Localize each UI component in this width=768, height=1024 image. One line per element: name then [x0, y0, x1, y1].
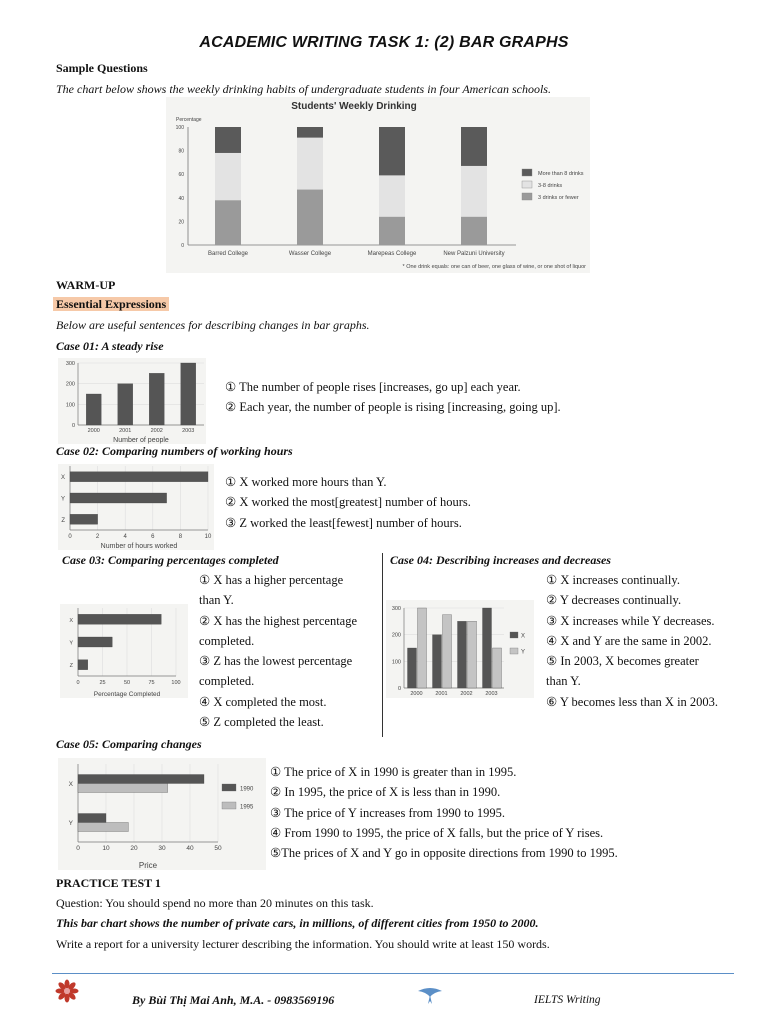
case03-line-2: than Y.	[199, 593, 234, 608]
bar	[458, 621, 467, 688]
bar	[468, 621, 477, 688]
column-divider	[382, 553, 383, 737]
case03-line-4: completed.	[199, 633, 255, 648]
x-tick-label: Barred College	[207, 251, 249, 257]
case04-chart	[386, 600, 534, 698]
case02-title: Case 02: Comparing numbers of working hours	[56, 444, 293, 458]
case03-line-3: ② X has the highest percentage	[199, 613, 358, 628]
y-tick-label: 200	[391, 632, 401, 639]
footer-right: IELTS Writing	[534, 994, 601, 1006]
bar	[78, 784, 168, 793]
bar	[433, 635, 442, 688]
y-tick-label: 300	[65, 361, 75, 367]
y-tick-label: Y	[68, 820, 73, 827]
case03-line-6: completed.	[199, 674, 255, 689]
x-tick-label: Wasser College	[288, 251, 332, 257]
essential-expressions-label: Essential Expressions	[53, 297, 169, 311]
case01-sentences	[225, 377, 561, 418]
case01-line-2: ② Each year, the number of people is rising [increasing, going up].	[225, 400, 561, 415]
case04-line-1: ① X increases continually.	[546, 573, 680, 587]
x-axis-label: Number of hours worked	[100, 543, 178, 550]
bar	[70, 493, 167, 503]
x-tick-label: 0	[68, 534, 72, 540]
chart-footnote: * One drink equals: one can of beer, one glass of wine, or one shot of liquor	[402, 264, 586, 270]
y-tick-label: 200	[65, 381, 75, 388]
bar-segment	[379, 217, 405, 245]
bar	[78, 775, 204, 784]
legend-swatch	[510, 648, 518, 654]
case05-line-3: ③ The price of Y increases from 1990 to 1995.	[270, 805, 505, 820]
y-tick-label: 40	[178, 195, 184, 202]
case01-chart	[58, 358, 206, 444]
y-tick-label: X	[69, 617, 73, 624]
x-tick-label: 30	[158, 845, 166, 852]
x-axis-label: Percentage Completed	[93, 691, 161, 698]
bar-segment	[297, 138, 323, 190]
x-tick-label: 2000	[87, 428, 100, 434]
bar	[78, 637, 112, 647]
bar	[181, 363, 196, 425]
y-tick-label: X	[60, 475, 65, 482]
case04-sentences	[546, 570, 718, 712]
case02-line-3: ③ Z worked the least[fewest] number of hours.	[225, 515, 462, 530]
bar	[70, 472, 208, 482]
y-tick-label: 100	[391, 659, 401, 666]
bar-segment	[297, 190, 323, 245]
bar	[86, 394, 101, 425]
chart-title: Students' Weekly Drinking	[291, 101, 417, 112]
flower-icon	[52, 976, 82, 1006]
x-tick-label: 6	[151, 534, 155, 540]
bar	[418, 608, 427, 688]
x-tick-label: 2002	[150, 428, 163, 434]
case03-title: Case 03: Comparing percentages completed	[62, 553, 279, 567]
bar	[149, 373, 164, 425]
x-tick-label: 8	[178, 534, 183, 540]
footer-author: By Bùi Thị Mai Anh, M.A. - 0983569196	[132, 993, 335, 1007]
case02-sentences	[225, 472, 471, 533]
case04-line-6: than Y.	[546, 674, 581, 689]
warmup-heading: WARM-UP	[56, 278, 116, 292]
bar-segment	[461, 127, 487, 166]
x-tick-label: 10	[204, 534, 212, 540]
y-tick-label: 0	[71, 423, 75, 429]
x-tick-label: 0	[76, 845, 80, 852]
legend-swatch	[522, 169, 532, 176]
legend-label: 1990	[240, 786, 254, 793]
case03-line-7: ④ X completed the most.	[199, 694, 327, 709]
case03-sentences	[199, 570, 357, 732]
x-tick-label: 2003	[485, 691, 498, 697]
y-tick-label: 80	[178, 148, 184, 155]
case05-line-2: ② In 1995, the price of X is less than in 1990.	[270, 785, 501, 800]
bar	[118, 384, 133, 425]
y-tick-label: Y	[69, 640, 73, 647]
legend-swatch	[522, 193, 532, 200]
y-tick-label: 60	[178, 172, 184, 179]
bird-tail	[428, 995, 432, 1004]
sample-questions-text: The chart below shows the weekly drinking habits of undergraduate students in four American schools.	[56, 82, 551, 96]
essential-description: Below are useful sentences for describing changes in bar graphs.	[56, 318, 370, 332]
case04-line-2: ② Y decreases continually.	[546, 593, 682, 608]
case04-line-7: ⑥ Y becomes less than X in 2003.	[546, 694, 719, 709]
bar	[443, 615, 452, 688]
bar	[483, 608, 492, 688]
bar	[493, 648, 502, 688]
case04-line-5: ⑤ In 2003, X becomes greater	[546, 654, 699, 669]
bar-segment	[461, 166, 487, 217]
y-tick-label: 0	[181, 243, 184, 249]
essential-expressions-heading	[53, 297, 169, 312]
bar-segment	[215, 127, 241, 153]
x-tick-label: 75	[148, 680, 155, 686]
case03-chart	[60, 604, 188, 698]
x-tick-label: 2	[95, 534, 100, 540]
case01-line-1: ① The number of people rises [increases, go up] each year.	[225, 380, 521, 394]
x-tick-label: 50	[214, 845, 222, 852]
case05-line-5: ⑤The prices of X and Y go in opposite directions from 1990 to 1995.	[270, 846, 618, 861]
practice-instruction: Write a report for a university lecturer describing the information. You should write at least 150 words.	[56, 937, 550, 951]
y-axis-label: Percentage	[176, 117, 202, 123]
bar	[78, 614, 161, 624]
x-tick-label: 2003	[182, 428, 195, 434]
legend-swatch	[510, 632, 518, 638]
case05-line-4: ④ From 1990 to 1995, the price of X falls, but the price of Y rises.	[270, 825, 604, 840]
x-tick-label: 0	[76, 680, 80, 686]
x-tick-label: 100	[171, 680, 181, 686]
case01-title: Case 01: A steady rise	[56, 339, 164, 353]
case04-title: Case 04: Describing increases and decreases	[390, 553, 611, 567]
practice-heading: PRACTICE TEST 1	[56, 876, 161, 890]
y-tick-label: 20	[178, 219, 184, 226]
bar-segment	[461, 217, 487, 245]
flower-center	[64, 988, 70, 994]
legend-label: More than 8 drinks	[538, 171, 584, 177]
x-tick-label: 2000	[410, 691, 423, 697]
x-axis-label: Number of people	[113, 437, 169, 444]
bar	[78, 660, 88, 670]
practice-prompt: This bar chart shows the number of private cars, in millions, of different cities from 1950 to 2000.	[56, 916, 539, 930]
bird-icon	[416, 983, 444, 1005]
case02-line-1: ① X worked more hours than Y.	[225, 475, 387, 489]
bar	[70, 514, 98, 524]
x-tick-label: 2001	[119, 428, 132, 434]
x-tick-label: Marepeas College	[367, 251, 417, 257]
students-drinking-chart	[166, 97, 590, 273]
bar	[78, 814, 106, 823]
x-tick-label: 50	[123, 680, 131, 686]
legend-swatch	[522, 181, 532, 188]
bar	[78, 823, 128, 832]
case05-line-1: ① The price of X in 1990 is greater than in 1995.	[270, 765, 517, 779]
bar-segment	[215, 153, 241, 200]
bar	[408, 648, 417, 688]
case03-line-1: ① X has a higher percentage	[199, 573, 344, 587]
legend-swatch	[222, 784, 236, 791]
legend-label: 3 drinks or fewer	[538, 195, 579, 201]
page-title: ACADEMIC WRITING TASK 1: (2) BAR GRAPHS	[199, 34, 569, 51]
bar-segment	[297, 127, 323, 138]
case04-line-3: ③ X increases while Y decreases.	[546, 613, 715, 628]
x-axis-label: Price	[138, 861, 158, 870]
x-tick-label: 10	[102, 845, 110, 852]
legend-label: 1995	[240, 804, 254, 811]
x-tick-label: 20	[130, 845, 138, 852]
legend-label: X	[521, 633, 526, 640]
case05-title: Case 05: Comparing changes	[56, 737, 202, 751]
legend-label: 3-8 drinks	[538, 183, 563, 189]
bar-segment	[215, 200, 241, 245]
y-tick-label: X	[68, 781, 73, 788]
x-tick-label: New Palzuni University	[443, 251, 505, 257]
legend-label: Y	[521, 649, 526, 656]
x-tick-label: 4	[123, 534, 127, 540]
y-tick-label: Y	[60, 496, 65, 503]
y-tick-label: Z	[69, 663, 73, 670]
case03-line-8: ⑤ Z completed the least.	[199, 715, 324, 730]
y-tick-label: 100	[175, 125, 184, 131]
y-tick-label: 100	[65, 402, 75, 409]
case02-chart	[58, 464, 214, 550]
case05-sentences	[270, 762, 618, 863]
x-tick-label: 2001	[435, 691, 448, 697]
case04-line-4: ④ X and Y are the same in 2002.	[546, 633, 712, 648]
legend-swatch	[222, 802, 236, 809]
case05-chart	[58, 758, 266, 870]
bar-segment	[379, 175, 405, 216]
footer-rule	[52, 973, 734, 974]
y-tick-label: Z	[61, 517, 65, 524]
x-tick-label: 40	[186, 845, 194, 852]
y-tick-label: 300	[391, 606, 401, 612]
case03-line-5: ③ Z has the lowest percentage	[199, 654, 353, 669]
x-tick-label: 2002	[460, 691, 473, 697]
bar-segment	[379, 127, 405, 175]
x-tick-label: 25	[99, 680, 106, 686]
practice-question: Question: You should spend no more than 20 minutes on this task.	[56, 896, 374, 910]
case02-line-2: ② X worked the most[greatest] number of hours.	[225, 495, 471, 510]
y-tick-label: 0	[397, 686, 401, 692]
sample-questions-heading: Sample Questions	[56, 61, 148, 75]
